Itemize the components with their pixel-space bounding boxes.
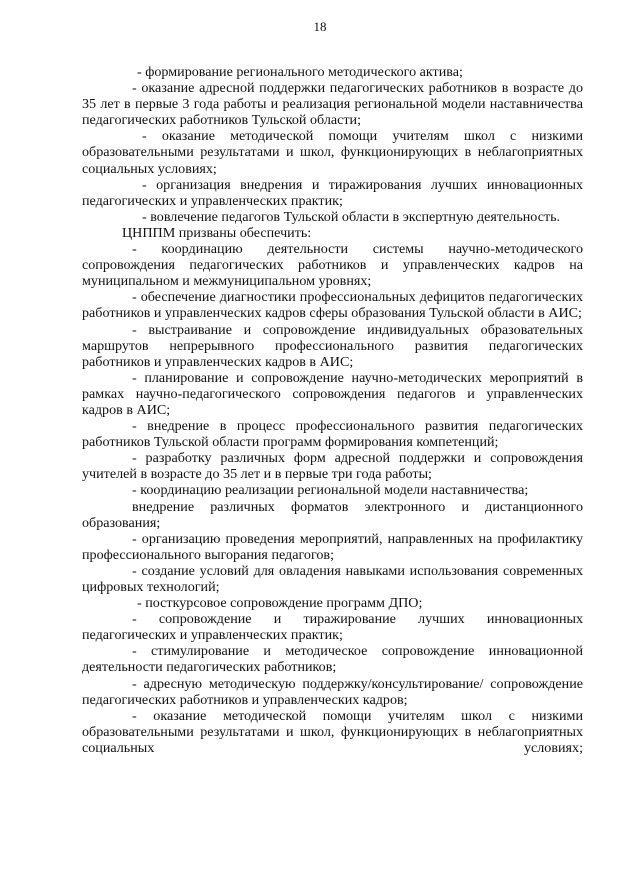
paragraph-1: - формирование регионального методического актива; [137, 64, 463, 80]
paragraph-16: - создание условий для овладения навыками использования современных цифровых технологий; [82, 562, 583, 595]
paragraph-17: - посткурсовое сопровождение программ ДПО; [137, 595, 423, 612]
paragraph-4: - организация внедрения и тиражирования лучших инновационных педагогических и управленческих практик; [82, 176, 583, 209]
paragraph-14: внедрение различных форматов электронного и дистанционного образования; [82, 498, 583, 531]
paragraph-7: - координацию деятельности системы научно-методического сопровождения педагогических работников и управленческих кадров на муниципальном и межмуниципальном уровнях; [82, 241, 583, 290]
paragraph-9: - выстраивание и сопровождение индивидуальных образовательных маршрутов непрерывного профессионального развития педагогических работников и управленческих кадров в АИС; [82, 321, 583, 370]
paragraph-11: - внедрение в процесс профессионального развития педагогических работников Тульской области программ формирования компетенций; [82, 418, 583, 451]
paragraph-8: - обеспечение диагностики профессиональных дефицитов педагогических работников и управленческих кадров сферы образования Тульской области в АИС; [82, 289, 583, 322]
paragraph-6: ЦНППМ призваны обеспечить: [122, 224, 312, 241]
paragraph-5: - вовлечение педагогов Тульской области в экспертную деятельность. [142, 208, 561, 225]
paragraph-20: - адресную методическую поддержку/консультирование/ сопровождение педагогических работников и управленческих кадров; [82, 675, 583, 708]
page-number: 18 [313, 19, 327, 34]
paragraph-21: - оказание методической помощи учителям школ с низкими образовательными результатами и школ, функционирующих в неблагоприятных социальных условиях; [82, 707, 583, 756]
paragraph-15: - организацию проведения мероприятий, направленных на профилактику профессионального выгорания педагогов; [82, 530, 583, 563]
document-body [82, 64, 583, 756]
paragraph-10: - планирование и сопровождение научно-методических мероприятий в рамках научно-педагогического сопровождения педагогов и управленческих кадров в АИС; [82, 369, 583, 418]
paragraph-18: - сопровождение и тиражирование лучших инновационных педагогических и управленческих практик; [82, 611, 583, 644]
paragraph-12: - разработку различных форм адресной поддержки и сопровождения учителей в возрасте до 35 лет и в первые три года работы; [82, 450, 583, 483]
paragraph-19: - стимулирование и методическое сопровождение инновационной деятельности педагогических работников; [82, 643, 583, 676]
paragraph-3: - оказание методической помощи учителям школ с низкими образовательными результатами и школ, функционирующих в неблагоприятных социальных условиях; [82, 128, 583, 177]
paragraph-2: - оказание адресной поддержки педагогических работников в возрасте до 35 лет в первые 3 года работы и реализация региональной модели наставничества педагогических работников Тульской области; [82, 80, 583, 129]
paragraph-13: - координацию реализации региональной модели наставничества; [132, 482, 529, 499]
